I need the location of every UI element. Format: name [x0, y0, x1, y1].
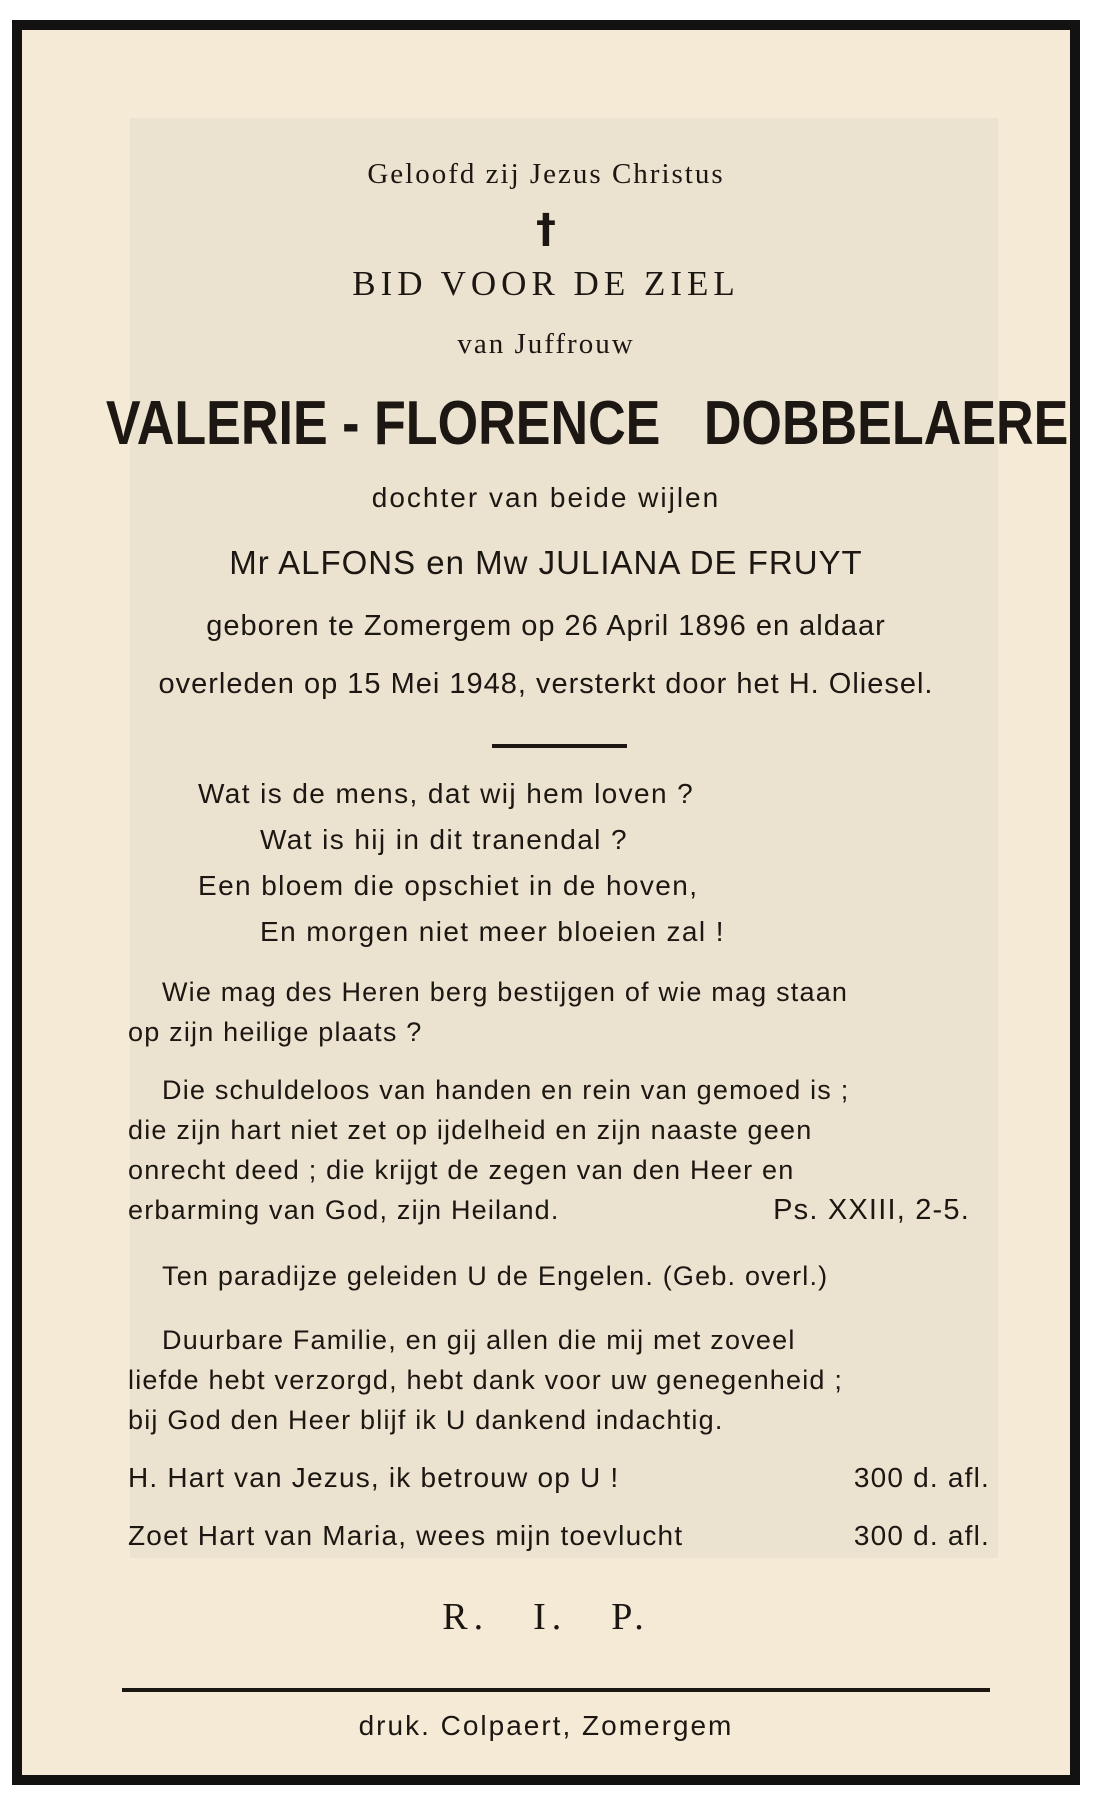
rip-letter: R.	[442, 1596, 490, 1638]
indulgence: 300 d. afl.	[853, 1462, 990, 1493]
prayer-text: H. Hart van Jezus, ik betrouw op U !	[128, 1462, 620, 1493]
poem-line: Een bloem die opschiet in de hoven,	[198, 870, 699, 901]
birth-line: geboren te Zomergem op 26 April 1896 en aldaar	[206, 610, 886, 642]
psalm-answer-line: erbarming van God, zijn Heiland.	[128, 1195, 560, 1225]
footer-rule	[122, 1688, 990, 1692]
indulgence: 300 d. afl.	[853, 1520, 990, 1551]
divider	[492, 744, 627, 748]
rip	[22, 1595, 1070, 1639]
psalm-question	[128, 972, 990, 1052]
parents: Mr ALFONS en Mw JULIANA DE FRUYT	[229, 544, 863, 581]
psalm-reference: Ps. XXIII, 2-5.	[773, 1194, 970, 1226]
printer-credit: druk. Colpaert, Zomergem	[358, 1710, 734, 1741]
psalm-question-line: Wie mag des Heren berg bestijgen of wie mag staan	[162, 977, 849, 1007]
deceased-name: VALERIE - FLORENCE DOBBELAERE	[105, 389, 1069, 458]
memorial-card	[12, 20, 1080, 1785]
family-line: liefde hebt verzorgd, hebt dank voor uw genegenheid ;	[128, 1365, 844, 1395]
prayer-row	[128, 1462, 990, 1494]
family-line: Duurbare Familie, en gij allen die mij met zoveel	[162, 1325, 796, 1355]
psalm-answer-line: die zijn hart niet zet op ijdelheid en zijn naaste geen	[128, 1115, 813, 1145]
cross-icon: †	[536, 206, 556, 252]
prayer-row	[128, 1520, 990, 1552]
family-line: bij God den Heer blijf ik U dankend indachtig.	[128, 1405, 724, 1435]
rip-letter: P.	[611, 1596, 650, 1638]
psalm-question-line: op zijn heilige plaats ?	[128, 1017, 423, 1047]
title-line: van Juffrouw	[457, 328, 635, 360]
daughter-of: dochter van beide wijlen	[371, 482, 721, 513]
poem-line: En morgen niet meer bloeien zal !	[260, 916, 725, 947]
rip-letter: I.	[533, 1596, 568, 1638]
psalm-answer	[128, 1070, 990, 1230]
poem-line: Wat is de mens, dat wij hem loven ?	[198, 778, 695, 809]
psalm-answer-line: onrecht deed ; die krijgt de zegen van den Heer en	[128, 1155, 795, 1185]
poem-line: Wat is hij in dit tranendal ?	[260, 824, 628, 855]
prayer-text: Zoet Hart van Maria, wees mijn toevlucht	[128, 1520, 684, 1551]
paradise-text: Ten paradijze geleiden U de Engelen. (Geb. overl.)	[162, 1261, 829, 1291]
psalm-answer-line: Die schuldeloos van handen en rein van gemoed is ;	[162, 1075, 850, 1105]
death-line: overleden op 15 Mei 1948, versterkt door het H. Oliesel.	[158, 668, 934, 700]
family-thanks	[128, 1320, 990, 1440]
card-content	[22, 30, 1070, 1775]
paradise-line	[128, 1256, 990, 1296]
psalm-answer-last-row	[128, 1190, 990, 1230]
greeting: Geloofd zij Jezus Christus	[367, 158, 725, 190]
prayer-heading: BID VOOR DE ZIEL	[352, 264, 740, 303]
